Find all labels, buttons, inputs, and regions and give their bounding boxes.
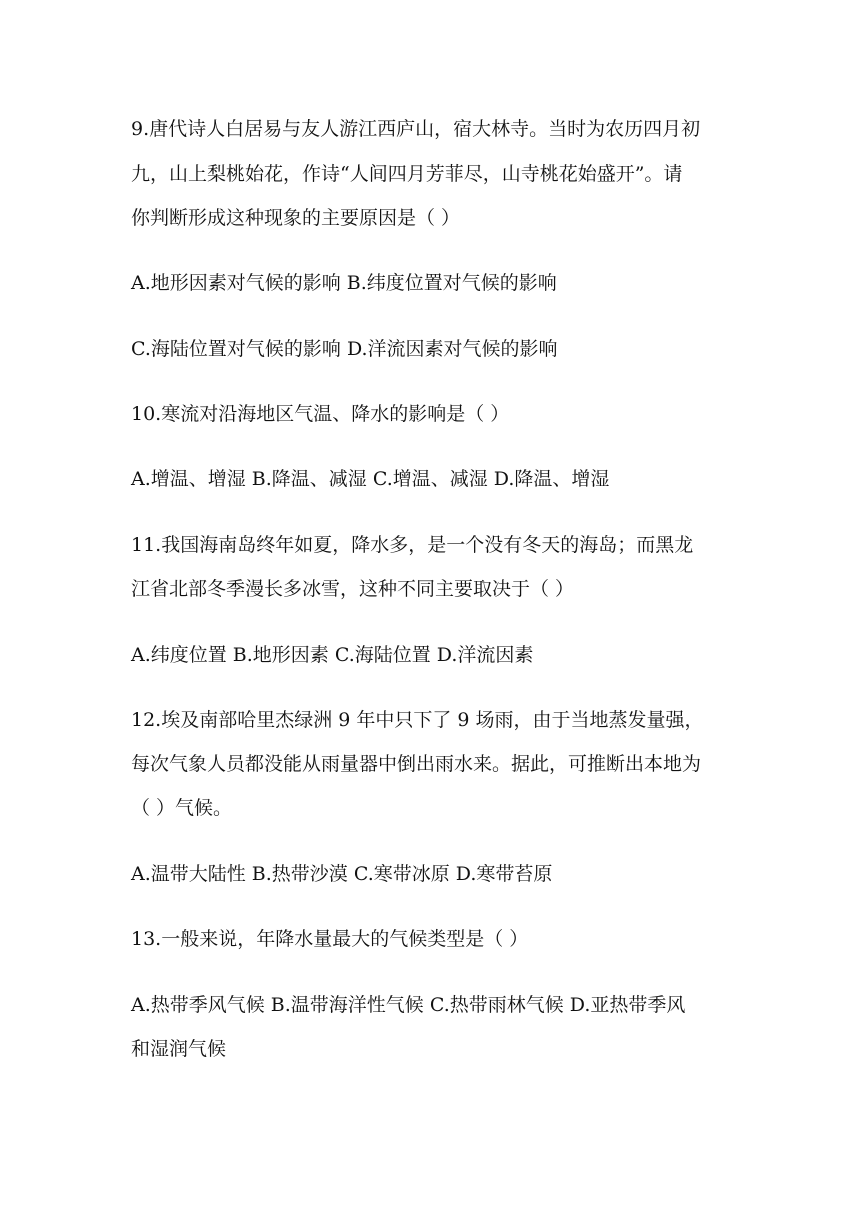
question-9-line-3: 你判断形成这种现象的主要原因是（ ） (131, 207, 461, 229)
question-10-line-1: 10.寒流对沿海地区气温、降水的影响是（ ） (131, 403, 510, 425)
question-13-options-line-1: A.热带季风气候 B.温带海洋性气候 C.热带雨林气候 D.亚热带季风 (131, 994, 686, 1016)
question-13-options-line-2: 和湿润气候 (131, 1038, 227, 1060)
question-9-line-2: 九，山上梨桃始花，作诗“人间四月芳菲尽，山寺桃花始盛开”。请 (131, 163, 683, 185)
question-9-options-line-2: C.海陆位置对气候的影响 D.洋流因素对气候的影响 (131, 338, 558, 360)
question-12-options-line-1: A.温带大陆性 B.热带沙漠 C.寒带冰原 D.寒带苔原 (131, 863, 553, 885)
question-9-options-line-1: A.地形因素对气候的影响 B.纬度位置对气候的影响 (131, 272, 557, 294)
question-13-line-1: 13.一般来说，年降水量最大的气候类型是（ ） (131, 928, 529, 950)
question-12-line-1: 12.埃及南部哈里杰绿洲 9 年中只下了 9 场雨，由于当地蒸发量强， (131, 709, 704, 731)
question-9-line-1: 9.唐代诗人白居易与友人游江西庐山，宿大林寺。当时为农历四月初 (131, 118, 701, 140)
question-11-line-2: 江省北部冬季漫长多冰雪，这种不同主要取决于（ ） (131, 578, 575, 600)
question-11-line-1: 11.我国海南岛终年如夏，降水多，是一个没有冬天的海岛；而黑龙 (131, 534, 694, 556)
question-12-line-2: 每次气象人员都没能从雨量器中倒出雨水来。据此，可推断出本地为 (131, 753, 702, 775)
question-10-options-line-1: A.增温、增湿 B.降温、减湿 C.增温、减湿 D.降温、增湿 (131, 468, 610, 490)
question-11-options-line-1: A.纬度位置 B.地形因素 C.海陆位置 D.洋流因素 (131, 644, 534, 666)
question-12-line-3: （ ）气候。 (131, 797, 233, 819)
